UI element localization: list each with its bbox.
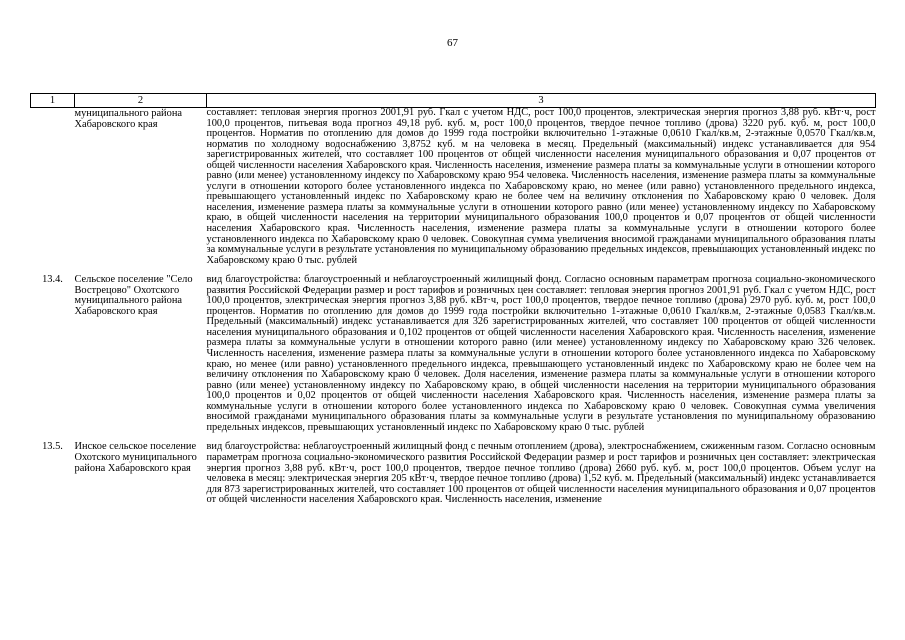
table-row	[31, 275, 876, 433]
table-row	[31, 108, 876, 267]
tariff-table	[30, 93, 876, 506]
row-number	[31, 108, 75, 267]
row-description: составляет: тепловая энергия прогноз 2001,91 руб. Гкал с учетом НДС, рост 100,0 процентов, электрическая энергия прогноз 3,88 руб. кВт·ч, рост 100,0 процентов, питьевая вода прогноз 49,18 руб. куб. м, рост 100,0 процентов, твердое печное топливо (дрова) 3220 руб. куб. м, рост 100,0 процентов. Норматив по отоплению для домов до 1999 года постройки включительно 1-этажные 0,0610 Гкал/кв.м, 2-этажные 0,0570 Гкал/кв.м, норматив по холодному водоснабжению 3,8752 куб. м на человека в месяц. Предельный (максимальный) индекс устанавливается для 954 зарегистрированных жителей, что составляет 100 процентов от общей численности населения муниципального образования и 0,07 процентов от общей численности населения Хабаровского края. Численность населения, изменение размера платы за коммунальные услуги в отношении которого равно (или менее) установленному индексу по Хабаровскому краю 954 человека. Численность населения, изменение размера платы за коммунальные услуги в отношении которого более установленного индекса по Хабаровскому краю, но менее (или равно) установленного предельного индекса, превышающего установленный индекс по Хабаровскому краю не более чем на величину отклонения по Хабаровскому краю 0 человек. Доля населения, изменение размера платы за коммунальные услуги в отношении которого равно (или менее) установленному индексу по Хабаровскому краю, в общей численности населения на территории муниципального образования 100,0 процентов и 0,07 процентов от общей численности населения Хабаровского края. Численность населения, изменение размера платы за коммунальные услуги в отношении которого более установленного индекса по Хабаровскому краю 0 человек. Совокупная сумма увеличения вносимой гражданами муниципального образования платы за коммунальные услуги в результате установления по муниципальному образованию предельных индексов, превышающих установленный индекс по Хабаровскому краю 0 тыс. рублей	[206, 107, 876, 266]
row-description: вид благоустройства: неблагоустроенный жилищный фонд с печным отоплением (дрова), электроснабжением, сжиженным газом. Согласно основным параметрам прогноза социально-экономического развития Российской Федерации размер и рост тарифов и розничных цен составляет: электрическая энергия прогноз 3,88 руб. кВт·ч, рост 100,0 процентов, твердое печное топливо (дрова) 2660 руб. куб. м, рост 100,0 процентов. Объем услуг на человека в месяц: электрическая энергия 205 кВт·ч, твердое печное топливо (дрова) 1,52 куб. м. Предельный (максимальный) индекс устанавливается для 873 зарегистрированных жителей, что составляет 100 процентов от общей численности населения муниципального образования и 0,07 процентов от общей численности населения Хабаровского края. Численность населения, изменение	[206, 441, 876, 506]
municipality-name: Инское сельское поселение Охотского муниципального района Хабаровского края	[74, 441, 197, 474]
column-header-1: 1	[31, 94, 75, 108]
row-description: вид благоустройства: благоустроенный и неблагоустроенный жилищный фонд. Согласно основным параметрам прогноза социально-экономического развития Российской Федерации размер и рост тарифов и розничных цен составляет: тепловая энергия прогноз 2001,91 руб. Гкал с учетом НДС, рост 100,0 процентов, электрическая энергия прогноз 3,88 руб. кВт·ч, рост 100,0 процентов, твердое печное топливо (дрова) 2970 руб. куб. м, рост 100,0 процентов. Норматив по отоплению для домов до 1999 года постройки включительно 1-этажные 0,0610 Гкал/кв.м, 2-этажные 0,0583 Гкал/кв.м. Предельный (максимальный) индекс устанавливается для 326 зарегистрированных жителей, что составляет 100 процентов от общей численности населения муниципального образования и 0,102 процентов от общей численности населения Хабаровского края. Численность населения, изменение размера платы за коммунальные услуги в отношении которого равно (или менее) установленному индексу по Хабаровскому краю 326 человек. Численность населения, изменение размера платы за коммунальные услуги в отношении которого более установленного индекса по Хабаровскому краю, но менее (или равно) установленного предельного индекса, превышающего установленный индекс по Хабаровскому краю не более чем на величину отклонения по Хабаровскому краю 0 человек. Доля населения, изменение размера платы за коммунальные услуги в отношении которого равно (или менее) установленному индексу по Хабаровскому краю, в общей численности населения на территории муниципального образования 100,0 процентов и 0,02 процентов от общей численности населения Хабаровского края. Численность населения, изменение размера платы за коммунальные услуги в отношении которого более установленного индекса по Хабаровскому краю 0 человек. Совокупная сумма увеличения вносимой гражданами муниципального образования платы за коммунальные услуги в результате установления по муниципальному образованию предельных индексов, превышающих установленный индекс по Хабаровскому краю 0 тыс. рублей	[206, 274, 876, 433]
page-number: 67	[447, 37, 458, 49]
column-header-3: 3	[207, 94, 876, 108]
column-header-2: 2	[75, 94, 207, 108]
table-row	[31, 442, 876, 505]
table-header-row	[31, 94, 876, 108]
municipality-name: муниципального района Хабаровского края	[74, 108, 182, 130]
municipality-name: Сельское поселение "Село Вострецово" Охотского муниципального района Хабаровского края	[74, 274, 193, 317]
row-number: 13.5.	[42, 441, 63, 453]
row-number: 13.4.	[42, 274, 63, 286]
